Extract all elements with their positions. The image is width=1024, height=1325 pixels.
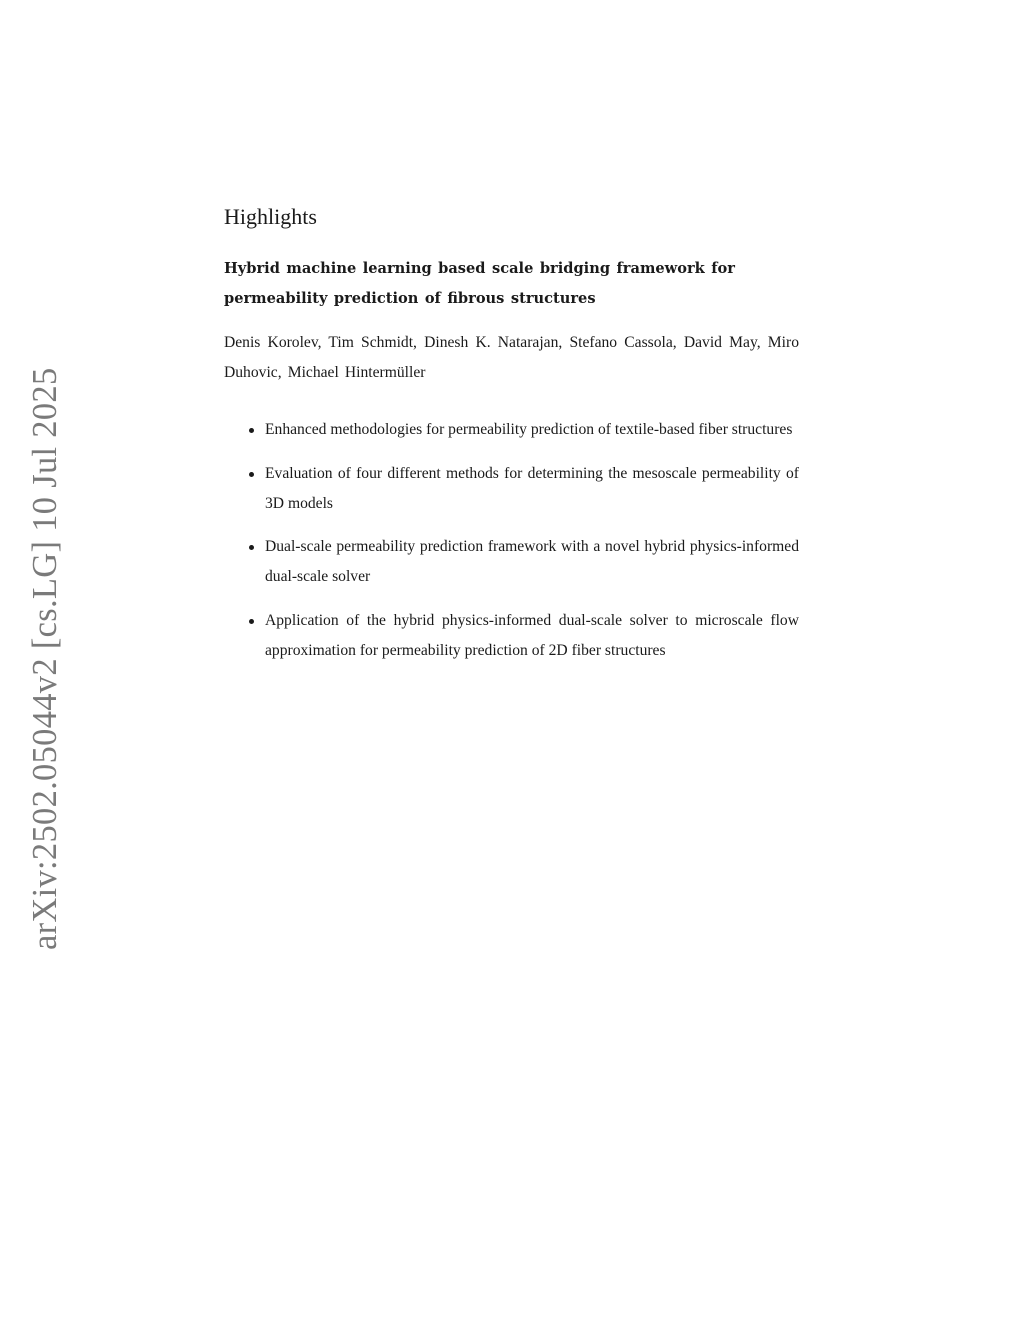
highlight-item xyxy=(224,532,799,592)
bullet-icon xyxy=(249,472,254,477)
highlight-item xyxy=(224,606,799,666)
highlight-text: Enhanced methodologies for permeability prediction of textile-based fiber structures xyxy=(265,421,793,438)
bullet-icon xyxy=(249,545,254,550)
author-list: Denis Korolev, Tim Schmidt, Dinesh K. Natarajan, Stefano Cassola, David May, Miro Duhovic, Michael Hintermüller xyxy=(224,334,799,381)
highlight-text: Application of the hybrid physics-informed dual-scale solver to microscale flow approximation for permeability prediction of 2D fiber structures xyxy=(265,611,799,659)
arxiv-identifier: arXiv:2502.05044v2 [cs.LG] 10 Jul 2025 xyxy=(26,367,64,950)
arxiv-stamp xyxy=(26,367,64,950)
section-heading: Highlights xyxy=(224,204,317,229)
highlights-list xyxy=(224,415,799,666)
bullet-icon xyxy=(249,619,254,624)
highlight-text: Evaluation of four different methods for determining the mesoscale permeability of 3D models xyxy=(265,464,799,512)
bullet-icon xyxy=(249,428,254,433)
highlight-text: Dual-scale permeability prediction framework with a novel hybrid physics-informed dual-scale solver xyxy=(265,538,799,585)
highlights-page xyxy=(224,200,799,679)
highlight-item xyxy=(224,459,799,519)
paper-title: Hybrid machine learning based scale bridging framework for permeability prediction of fibrous structures xyxy=(224,260,735,307)
highlight-item xyxy=(224,415,799,445)
